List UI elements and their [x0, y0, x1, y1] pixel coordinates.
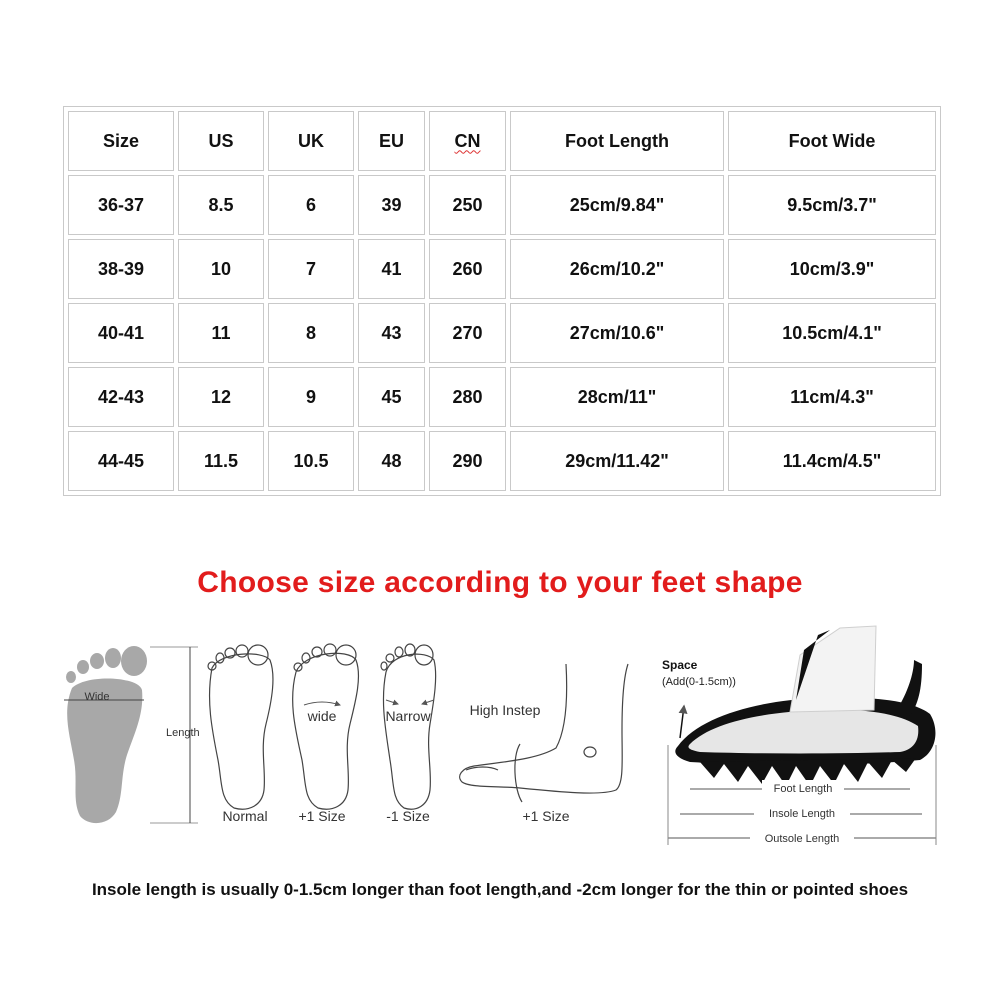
table-row [68, 239, 936, 299]
table-cell: 10.5cm/4.1" [728, 303, 936, 363]
header-cell: Size [68, 111, 174, 171]
space-arrow-icon [680, 706, 684, 738]
wide-arrow-icon [304, 702, 340, 705]
table-cell: 44-45 [68, 431, 174, 491]
table-cell: 9.5cm/3.7" [728, 175, 936, 235]
table-cell: 26cm/10.2" [510, 239, 724, 299]
table-cell: 38-39 [68, 239, 174, 299]
table-cell: 9 [268, 367, 354, 427]
measure-foot-icon [66, 646, 147, 823]
outsole-length-label: Outsole Length [764, 833, 840, 845]
high-instep-size-label: +1 Size [522, 808, 570, 824]
table-row [68, 367, 936, 427]
table-cell: 48 [358, 431, 425, 491]
space-sub-label: (Add(0-1.5cm)) [662, 676, 736, 688]
table-cell: 27cm/10.6" [510, 303, 724, 363]
table-cell: 28cm/11" [510, 367, 724, 427]
table-cell: 290 [429, 431, 506, 491]
insole-length-label: Insole Length [768, 808, 836, 820]
size-chart-table [63, 106, 941, 496]
table-cell: 270 [429, 303, 506, 363]
table-cell: 45 [358, 367, 425, 427]
table-cell: 36-37 [68, 175, 174, 235]
normal-foot-icon [208, 645, 273, 809]
table-header-row [68, 111, 936, 171]
table-cell: 260 [429, 239, 506, 299]
length-label: Length [166, 727, 200, 739]
table-cell: 280 [429, 367, 506, 427]
table-cell: 8 [268, 303, 354, 363]
header-cell: Foot Wide [728, 111, 936, 171]
wide-size-label: +1 Size [298, 808, 346, 824]
table-cell: 11cm/4.3" [728, 367, 936, 427]
table-cell: 250 [429, 175, 506, 235]
table-cell: 6 [268, 175, 354, 235]
table-cell: 10.5 [268, 431, 354, 491]
table-row [68, 431, 936, 491]
header-cell: UK [268, 111, 354, 171]
narrow-foot-icon [381, 644, 436, 809]
table-cell: 41 [358, 239, 425, 299]
normal-size-label: Normal [222, 808, 268, 824]
narrow-shape-label: Narrow [385, 708, 431, 724]
header-cn-label: CN [454, 130, 481, 151]
header-cell: Foot Length [510, 111, 724, 171]
table-cell: 29cm/11.42" [510, 431, 724, 491]
narrow-right-arrow-icon [422, 700, 434, 704]
table-cell: 12 [178, 367, 264, 427]
high-instep-foot-icon [460, 664, 628, 802]
narrow-left-arrow-icon [386, 700, 398, 704]
shoe-cross-section-icon [675, 626, 935, 786]
high-instep-label: High Instep [469, 702, 541, 718]
narrow-size-label: -1 Size [386, 808, 430, 824]
table-cell: 11 [178, 303, 264, 363]
table-cell: 11.5 [178, 431, 264, 491]
table-cell: 7 [268, 239, 354, 299]
table-cell: 25cm/9.84" [510, 175, 724, 235]
wide-shape-label: wide [307, 708, 337, 724]
table-cell: 10 [178, 239, 264, 299]
wide-label: Wide [84, 691, 110, 703]
insole-note: Insole length is usually 0-1.5cm longer than foot length,and -2cm longer for the thin or pointed shoes [91, 880, 909, 899]
table-cell: 8.5 [178, 175, 264, 235]
guide-title: Choose size according to your feet shape [197, 566, 803, 599]
header-cell: US [178, 111, 264, 171]
header-cell [429, 111, 506, 171]
wide-foot-icon [293, 644, 359, 809]
foot-length-label: Foot Length [773, 783, 833, 795]
table-cell: 43 [358, 303, 425, 363]
header-cell: EU [358, 111, 425, 171]
foot-guide-illustration [0, 620, 1000, 860]
table-row [68, 175, 936, 235]
table-cell: 40-41 [68, 303, 174, 363]
table-cell: 39 [358, 175, 425, 235]
table-cell: 11.4cm/4.5" [728, 431, 936, 491]
table-cell: 10cm/3.9" [728, 239, 936, 299]
space-label: Space [662, 658, 698, 672]
table-cell: 42-43 [68, 367, 174, 427]
table-row [68, 303, 936, 363]
